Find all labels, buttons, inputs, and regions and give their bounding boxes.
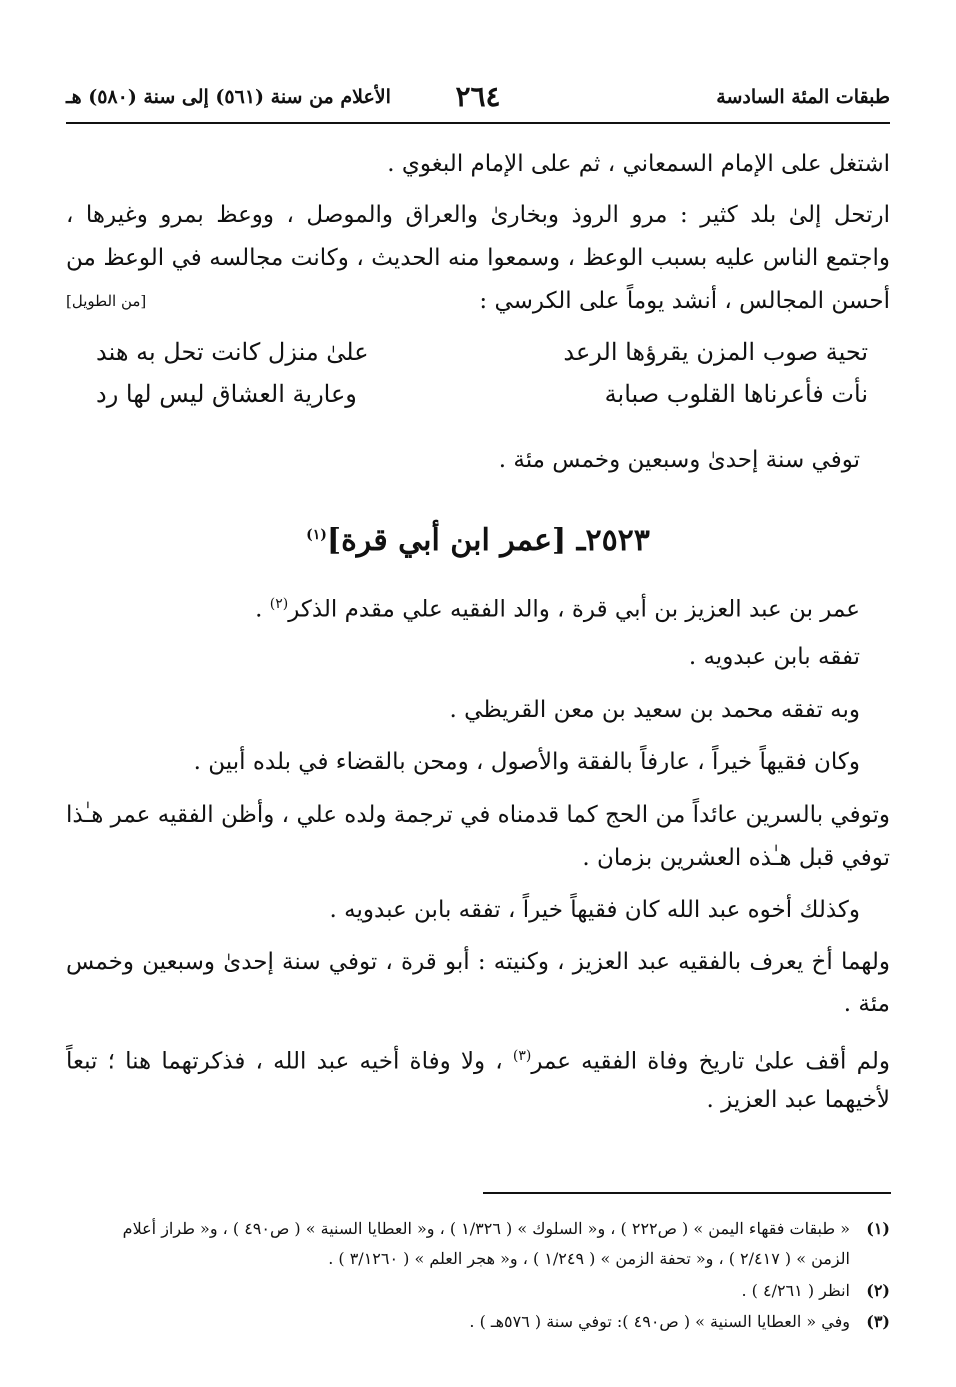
header-book-title: طبقات المئة السادسة	[716, 86, 890, 108]
footnote-number: (١)	[866, 1219, 890, 1238]
meter-label: [من الطويل]	[66, 292, 147, 310]
footnote-number: (٣)	[866, 1312, 890, 1331]
verse-hemistich: علىٰ منزل كانت تحل به هند	[96, 338, 369, 366]
footnote-number: (٢)	[866, 1281, 890, 1300]
footnote-divider	[483, 1192, 891, 1194]
verse-hemistich: وعارية العشاق ليس لها رد	[96, 380, 357, 408]
footnote-continuation: الزمن » ( ٢/٤١٧ ) ، و« تحفة الزمن » ( ١/٢٤٩ ) ، و« هجر العلم » ( ٣/١٢٦٠ ) .	[328, 1249, 850, 1268]
footnote-text: « طبقات فقهاء اليمن » ( ص٢٢٢ ) ، و« السلوك » ( ١/٣٢٦ ) ، و« العطايا السنية » ( ص٤٩٠ ) ، و« طراز أعلام	[122, 1219, 850, 1238]
footnote	[66, 1308, 890, 1336]
paragraph-line: وكان فقيهاً خيراً ، عارفاً بالفقة والأصول ، ومحن بالقضاء في بلده أبين .	[193, 749, 860, 775]
footnote-text: انظر ( ٤/٢٦١ ) .	[741, 1281, 850, 1300]
verse-hemistich: نأت فأعرناها القلوب صبابة	[604, 380, 868, 408]
paragraph-line: أحسن المجالس ، أنشد يوماً على الكرسي :	[479, 288, 890, 314]
paragraph-text: .	[255, 596, 270, 623]
paragraph-line: اشتغل على الإمام السمعاني ، ثم على الإمام البغوي .	[387, 151, 890, 177]
paragraph-line: واجتمع الناس عليه بسبب الوعظ ، وسمعوا منه الحديث ، وكانت مجالسه في الوعظ من	[66, 245, 890, 271]
paragraph-line: توفي قبل هـٰذه العشرين بزمان .	[582, 845, 890, 871]
footnote	[66, 1277, 890, 1305]
verse-hemistich: تحية صوب المزن يقرؤها الرعد	[563, 338, 868, 366]
paragraph-text: ، ولا وفاة أخيه عبد الله ، فذكرتهما هنا ؛ تبعاً	[66, 1048, 513, 1075]
header-section-title: الأعلام من سنة (٥٦١) إلى سنة (٥٨٠) هـ	[66, 86, 391, 108]
paragraph-line: وكذلك أخوه عبد الله كان فقيهاً خيراً ، تفقه بابن عبدويه .	[329, 897, 860, 923]
footnote-ref: (١)	[306, 527, 327, 543]
footnote-ref: (٣)	[512, 1048, 532, 1064]
paragraph-line: وتوفي بالسرين عائداً من الحج كما قدمناه في ترجمة ولده علي ، وأظن الفقيه عمر هـٰذا	[66, 802, 890, 828]
paragraph-line: تفقه بابن عبدويه .	[688, 644, 860, 670]
paragraph-text: ولم أقف علىٰ تاريخ وفاة الفقيه عمر	[531, 1048, 890, 1075]
page-number: ٢٦٤	[455, 80, 501, 113]
footnote	[66, 1215, 890, 1243]
entry-heading-text: ٢٥٢٣ـ [عمر ابن أبي قرة]	[326, 523, 650, 558]
paragraph-line: وبه تفقه محمد بن سعيد بن معن القريظي .	[449, 697, 860, 723]
footnote-ref: (٢)	[269, 596, 289, 612]
footnote-text: وفي « العطايا السنية » ( ص٤٩٠ ): توفي سنة ( ٥٧٦هـ ) .	[469, 1312, 850, 1331]
paragraph-line: مئة .	[843, 991, 890, 1017]
entry-heading	[0, 523, 956, 558]
paragraph-line: توفي سنة إحدىٰ وسبعين وخمس مئة .	[498, 447, 860, 473]
paragraph-line	[66, 584, 860, 630]
paragraph-line: ارتحل إلىٰ بلد كثير : مرو الروذ وبخارىٰ والعراق والموصل ، ووعظ بمرو وغيرها ،	[66, 202, 890, 228]
paragraph-line	[66, 1036, 890, 1082]
paragraph-line: لأخيهما عبد العزيز .	[706, 1087, 890, 1113]
paragraph-line: ولهما أخ يعرف بالفقيه عبد العزيز ، وكنيته : أبو قرة ، توفي سنة إحدىٰ وسبعين وخمس	[66, 949, 890, 975]
paragraph-text: عمر بن عبد العزيز بن أبي قرة ، والد الفقيه علي مقدم الذكر	[288, 596, 860, 623]
running-header	[66, 82, 890, 124]
